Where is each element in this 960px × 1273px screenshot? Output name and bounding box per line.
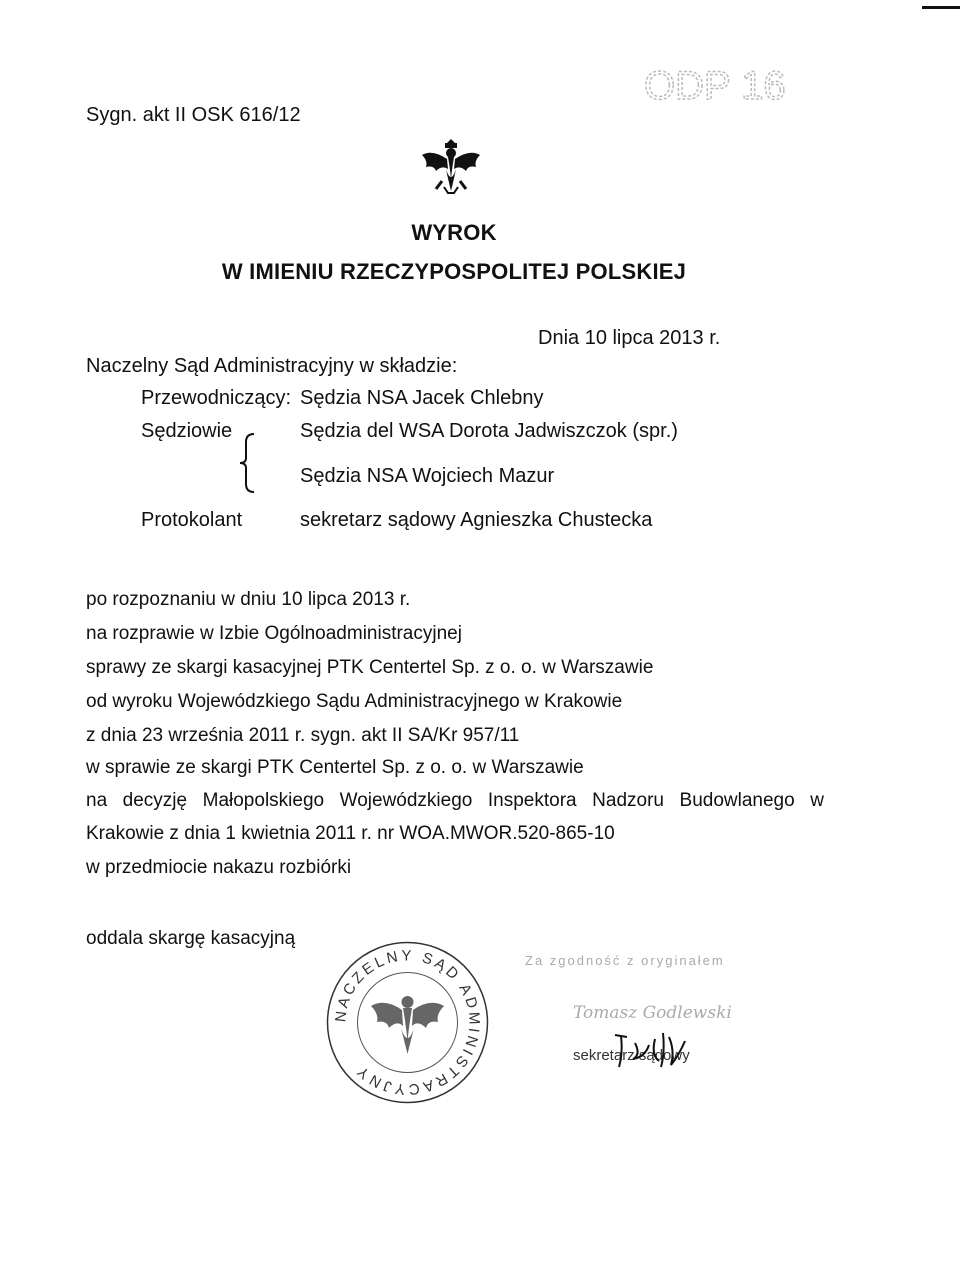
body-line-7	[86, 790, 824, 812]
signer-title: sekretarz sądowy	[573, 1047, 690, 1064]
certification-stamp: Za zgodność z oryginałem	[525, 953, 725, 968]
court-seal-icon	[325, 940, 490, 1105]
svg-text:NACZELNY SĄD ADMINISTRACYJNY: NACZELNY SĄD ADMINISTRACYJNY	[332, 947, 483, 1098]
eagle-emblem-icon	[418, 135, 484, 197]
case-reference: Sygn. akt II OSK 616/12	[86, 104, 301, 126]
svg-text:ODP 16: ODP 16	[644, 64, 786, 108]
judge-1: Sędzia del WSA Dorota Jadwiszczok (spr.)	[300, 420, 678, 442]
handwritten-signature-icon	[605, 1025, 715, 1075]
document-title: WYROK	[411, 220, 497, 245]
body-line-6: w sprawie ze skargi PTK Centertel Sp. z o. o. w Warszawie	[86, 757, 584, 778]
body-line-5: z dnia 23 września 2011 r. sygn. akt II SA/Kr 957/11	[86, 725, 520, 746]
judges-label: Sędziowie	[141, 420, 233, 442]
body-line-7-word: na	[86, 790, 108, 811]
received-stamp	[640, 55, 790, 115]
body-line-7-word: Wojewódzkiego	[339, 790, 473, 811]
judge-2: Sędzia NSA Wojciech Mazur	[300, 465, 555, 487]
body-line-7-word: w	[810, 790, 824, 811]
body-line-1: po rozpoznaniu w dniu 10 lipca 2013 r.	[86, 589, 411, 610]
clerk-label: Protokolant	[141, 509, 243, 531]
chair-name: Sędzia NSA Jacek Chlebny	[300, 387, 544, 409]
judgment-date: Dnia 10 lipca 2013 r.	[538, 327, 721, 349]
verdict: oddala skargę kasacyjną	[86, 928, 296, 949]
body-line-3: sprawy ze skargi kasacyjnej PTK Centertel Sp. z o. o. w Warszawie	[86, 657, 654, 678]
clerk-name: sekretarz sądowy Agnieszka Chustecka	[300, 509, 653, 531]
body-line-9: w przedmiocie nakazu rozbiórki	[86, 857, 352, 878]
body-line-4: od wyroku Wojewódzkiego Sądu Administracyjnego w Krakowie	[86, 691, 623, 712]
body-line-7-word: decyzję	[122, 790, 188, 811]
court-intro: Naczelny Sąd Administracyjny w składzie:	[86, 355, 458, 377]
body-line-8: Krakowie z dnia 1 kwietnia 2011 r. nr WOA.MWOR.520-865-10	[86, 823, 615, 844]
chair-label: Przewodniczący:	[141, 387, 292, 409]
body-line-2: na rozprawie w Izbie Ogólnoadministracyjnej	[86, 623, 462, 644]
signer-name: Tomasz Godlewski	[573, 1003, 732, 1023]
signature-block	[525, 945, 735, 1085]
corner-mark	[922, 6, 960, 9]
brace-icon	[232, 432, 262, 494]
body-line-7-word: Nadzoru	[592, 790, 664, 811]
body-line-7-word: Inspektora	[487, 790, 577, 811]
body-line-7-word: Małopolskiego	[202, 790, 325, 811]
document-subtitle: W IMIENIU RZECZYPOSPOLITEJ POLSKIEJ	[221, 259, 687, 284]
body-line-7-word: Budowlanego	[679, 790, 795, 811]
